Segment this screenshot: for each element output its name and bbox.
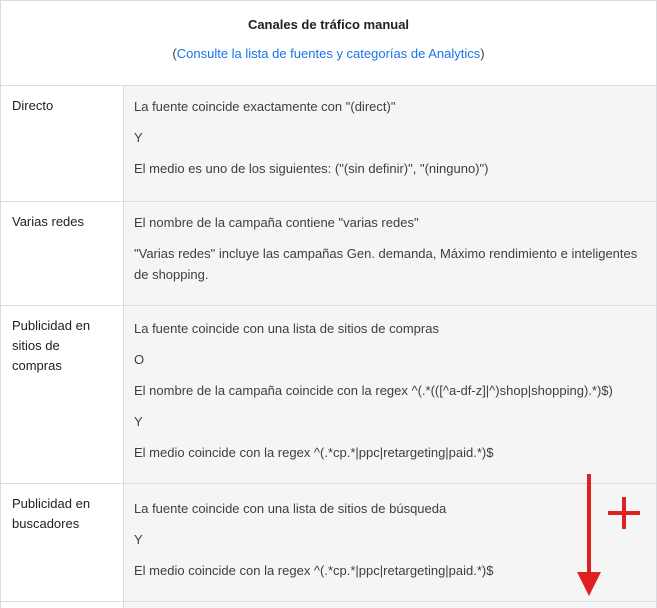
channel-name: Publicidad en sitios de compras	[1, 306, 124, 484]
condition-operator: Y	[134, 414, 143, 429]
channel-name: Varias redes	[1, 202, 124, 306]
subtitle-open-paren: (	[172, 46, 177, 61]
table-subtitle	[1, 46, 656, 61]
table-title: Canales de tráfico manual	[247, 17, 410, 32]
channel-name: Directo	[1, 86, 124, 202]
table-row	[1, 306, 657, 484]
condition-line: El nombre de la campaña coincide con la regex ^(.*(([^a-df-z]|^)shop|shopping).*)$)	[134, 383, 613, 398]
condition-line: La fuente coincide exactamente con "(direct)"	[134, 99, 396, 114]
condition-operator: O	[134, 352, 145, 367]
channel-conditions	[124, 306, 657, 484]
condition-operator: Y	[134, 130, 143, 145]
channel-conditions	[124, 202, 657, 306]
condition-note: "Varias redes" incluye las campañas Gen. demanda, Máximo rendimiento e inteligentes de shopping.	[134, 246, 638, 282]
channel-name	[1, 602, 124, 608]
channel-conditions	[124, 86, 657, 202]
channel-name: Publicidad en buscadores	[1, 484, 124, 602]
channel-conditions	[124, 602, 657, 608]
down-arrow-icon	[574, 474, 604, 598]
table-header	[1, 1, 657, 86]
plus-icon	[606, 494, 642, 532]
condition-operator: Y	[134, 532, 143, 547]
table-row	[1, 86, 657, 202]
table-row	[1, 202, 657, 306]
condition-line: El medio coincide con la regex ^(.*cp.*|ppc|retargeting|paid.*)$	[134, 563, 494, 578]
condition-line: La fuente coincide con una lista de sitios de compras	[134, 321, 439, 336]
table-row	[1, 484, 657, 602]
table-header-row	[1, 1, 657, 86]
subtitle-close-paren: )	[480, 46, 485, 61]
analytics-sources-link[interactable]: Consulte la lista de fuentes y categorías de Analytics	[176, 46, 481, 61]
table-row	[1, 602, 657, 608]
condition-line: La fuente coincide con una lista de sitios de búsqueda	[134, 501, 447, 516]
condition-line: El nombre de la campaña contiene "varias redes"	[134, 215, 419, 230]
condition-line: El medio es uno de los siguientes: ("(sin definir)", "(ninguno)")	[134, 161, 489, 176]
condition-line: El medio coincide con la regex ^(.*cp.*|ppc|retargeting|paid.*)$	[134, 445, 494, 460]
